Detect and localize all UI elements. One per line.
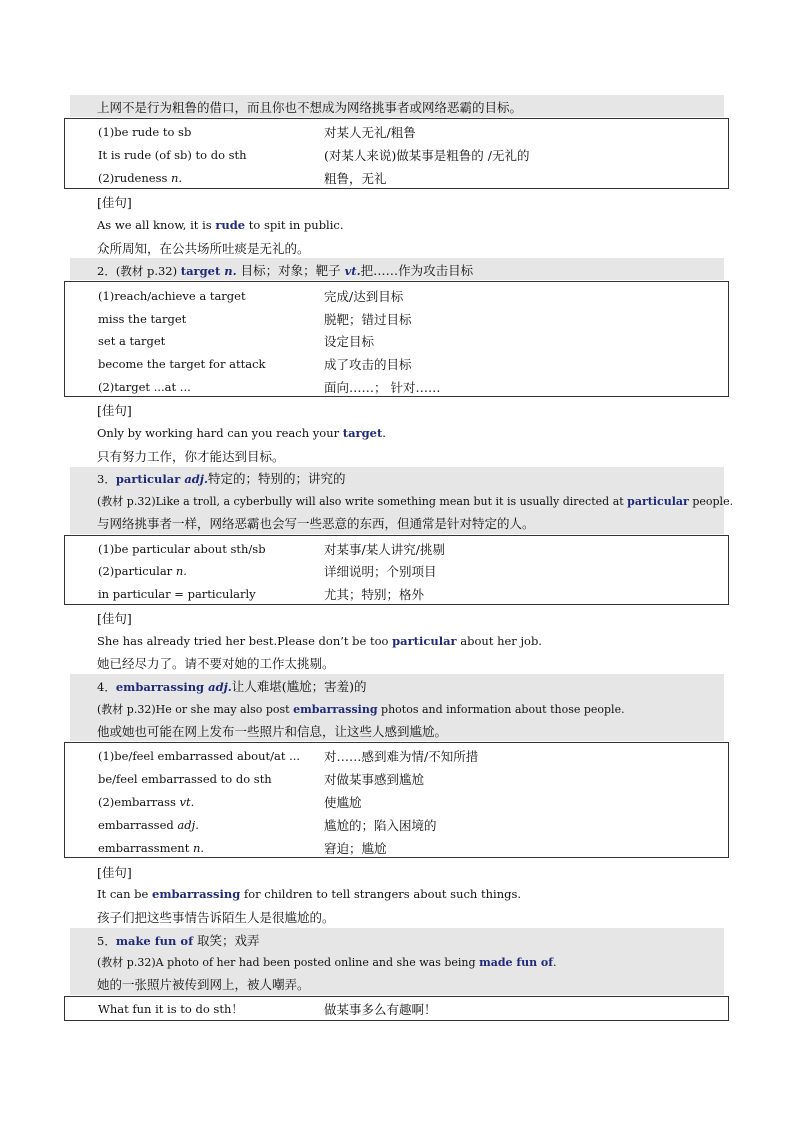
- example-sentence-en: Only by working hard can you reach your target.: [97, 426, 386, 440]
- phrase-table-particular: (1)be particular about sth/sb 对某事/某人讲究/挑剔 (2)particular n. 详细说明；个别项目 in particular = particularly 尤其；特别；格外: [64, 535, 729, 605]
- phrase-en: (2)rudeness n.: [98, 171, 183, 185]
- heading-particular: 3．particular adj.特定的；特别的；讲究的: [97, 471, 346, 486]
- heading-embarrassing: 4．embarrassing adj.让人难堪(尴尬；害羞)的: [97, 679, 367, 694]
- textbook-example-zh: 她的一张照片被传到网上，被人嘲弄。: [97, 977, 310, 992]
- phrase-zh: (对某人来说)做某事是粗鲁的 /无礼的: [324, 148, 530, 163]
- phrase-table-rude: [64, 118, 729, 189]
- textbook-example-en: (教材 p.32)Like a troll, a cyberbully will also write something mean but it is usually directed at particular people.: [97, 495, 734, 508]
- example-sentence-en: It can be embarrassing for children to tell strangers about such things.: [97, 887, 522, 901]
- textbook-example-zh: 他或她也可能在网上发布一些照片和信息，让这些人感到尴尬。: [97, 724, 448, 739]
- phrase-table-fun: What fun it is to do sth！ 做某事多么有趣啊！: [64, 996, 729, 1021]
- phrase-table-target: (1)reach/achieve a target 完成/达到目标 miss the target 脱靶；错过目标 set a target 设定目标 become the target for attack 成了攻击的目标 (2)target ...at ... 面向……； 针对……: [64, 281, 729, 397]
- phrase-en: It is rude (of sb) to do sth: [98, 148, 247, 162]
- intro-sentence: 上网不是行为粗鲁的借口，而且你也不想成为网络挑事者或网络恶霸的目标。: [97, 100, 523, 115]
- example-sentence-en: As we all know, it is rude to spit in public.: [97, 218, 344, 232]
- textbook-example-en: (教材 p.32)A photo of her had been posted online and she was being made fun of.: [97, 956, 557, 969]
- textbook-example-zh: 与网络挑事者一样，网络恶霸也会写一些恶意的东西，但通常是针对特定的人。: [97, 516, 535, 531]
- phrase-zh: 粗鲁，无礼: [324, 171, 387, 186]
- textbook-example-en: (教材 p.32)He or she may also post embarrassing photos and information about those people.: [97, 703, 625, 716]
- heading-target: 2．(教材 p.32) target n. 目标；对象；靶子 vt.把……作为攻击目标: [97, 263, 474, 278]
- phrase-table-embarrass: (1)be/feel embarrassed about/at ... 对……感到难为情/不知所措 be/feel embarrassed to do sth 对做某事感到尴尬 (2)embarrass vt. 使尴尬 embarrassed adj. 尴尬的；陷入困境的 embarrassment n. 窘迫；尴尬: [64, 742, 729, 858]
- phrase-en: (1)be rude to sb: [98, 125, 192, 139]
- example-sentence-zh: 只有努力工作，你才能达到目标。: [97, 449, 285, 464]
- example-sentence-zh: 她已经尽力了。请不要对她的工作太挑剔。: [97, 656, 335, 671]
- phrase-zh: 对某人无礼/粗鲁: [324, 125, 416, 140]
- example-label: [佳句]: [97, 195, 132, 210]
- heading-make-fun-of: 5．make fun of 取笑；戏弄: [97, 933, 260, 948]
- example-sentence-en: She has already tried her best.Please don’t be too particular about her job.: [97, 634, 542, 648]
- example-label: [佳句]: [97, 611, 132, 626]
- example-label: [佳句]: [97, 403, 132, 418]
- example-label: [佳句]: [97, 865, 132, 880]
- example-sentence-zh: 众所周知，在公共场所吐痰是无礼的。: [97, 241, 310, 256]
- example-sentence-zh: 孩子们把这些事情告诉陌生人是很尴尬的。: [97, 910, 335, 925]
